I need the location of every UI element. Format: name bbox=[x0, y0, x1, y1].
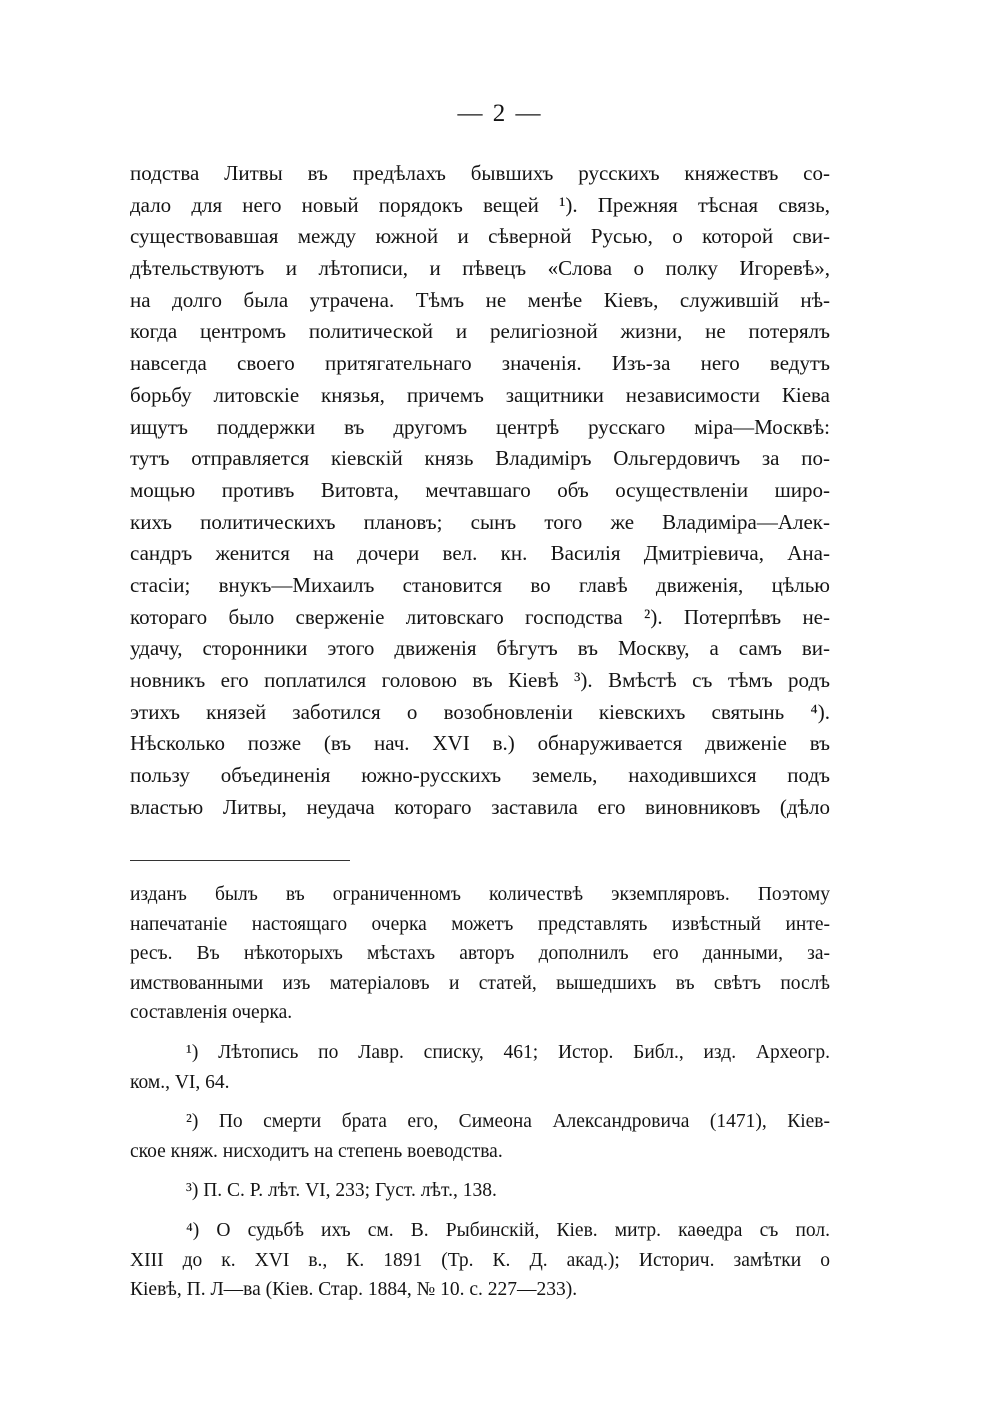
note-line: ское княж. нисходитъ на степень воеводства. bbox=[130, 1140, 503, 1162]
main-line: котораго было сверженіе литовскаго господства ²). Потерпѣвъ не- bbox=[130, 604, 830, 629]
note-line: ³) П. С. Р. лѣт. VI, 233; Густ. лѣт., 138. bbox=[186, 1180, 497, 1202]
note-line: имствованными изъ матеріаловъ и статей, вышедшихъ въ свѣтъ послѣ bbox=[130, 972, 830, 994]
footnote-2 bbox=[130, 1107, 830, 1166]
page-number: — 2 — bbox=[457, 100, 543, 127]
note-line: ¹) Лѣтопись по Лавр. списку, 461; Истор. Библ., изд. Археогр. bbox=[186, 1041, 830, 1063]
main-line: борьбу литовскіе князья, причемъ защитники независимости Кіева bbox=[130, 382, 830, 407]
note-line: XIII до к. XVI в., К. 1891 (Тр. К. Д. акад.); Историч. замѣтки о bbox=[130, 1249, 830, 1271]
main-line: новникъ его поплатился головою въ Кіевѣ ³). Вмѣстѣ съ тѣмъ родъ bbox=[130, 668, 830, 692]
main-line: Нѣсколько позже (въ нач. XVI в.) обнаруживается движеніе въ bbox=[130, 731, 830, 756]
main-line: мощью противъ Витовта, мечтавшаго объ осуществленіи широ- bbox=[130, 477, 830, 502]
main-text bbox=[130, 158, 830, 823]
main-line: дѣтельствуютъ и лѣтописи, и пѣвецъ «Слова о полку Игоревѣ», bbox=[130, 256, 830, 281]
main-line: тутъ отправляется кіевскій князь Владиміръ Ольгердовичъ за по- bbox=[130, 446, 830, 471]
main-line: на долго была утрачена. Тѣмъ не менѣе Кіевъ, служившій нѣ- bbox=[130, 287, 830, 312]
main-line: сандръ женится на дочери вел. кн. Василія Дмитріевича, Ана- bbox=[130, 541, 830, 566]
footnote-continuation bbox=[130, 880, 830, 1028]
footnote-4 bbox=[130, 1216, 830, 1305]
note-line: ⁴) О судьбѣ ихъ см. В. Рыбинскій, Кіев. митр. каѳедра съ пол. bbox=[186, 1219, 830, 1241]
main-line: дало для него новый порядокъ вещей ¹). Прежняя тѣсная связь, bbox=[130, 192, 830, 217]
note-line: ресъ. Въ нѣкоторыхъ мѣстахъ авторъ дополнилъ его данными, за- bbox=[130, 943, 830, 965]
main-line: ищутъ поддержки въ другомъ центрѣ русскаго міра—Москвѣ: bbox=[130, 414, 830, 439]
footnote-1 bbox=[130, 1038, 830, 1097]
note-line: напечатаніе настоящаго очерка можетъ представлять извѣстный инте- bbox=[130, 913, 830, 935]
main-line: когда центромъ политической и религіозной жизни, не потерялъ bbox=[130, 319, 830, 344]
note-line: ком., VI, 64. bbox=[130, 1071, 230, 1093]
main-line: пользу объединенія южно-русскихъ земель, находившихся подъ bbox=[130, 763, 830, 788]
note-line: изданъ былъ въ ограниченномъ количествѣ экземпляровъ. Поэтому bbox=[130, 884, 830, 905]
note-line: составленія очерка. bbox=[130, 1002, 293, 1024]
footnote-separator bbox=[130, 860, 350, 861]
main-line: властью Литвы, неудача котораго заставила его виновниковъ (дѣло bbox=[130, 794, 830, 819]
main-line: кихъ политическихъ плановъ; сынъ того же Владиміра—Алек- bbox=[130, 509, 830, 534]
main-line: подства Литвы въ предѣлахъ бывшихъ русскихъ княжествъ со- bbox=[130, 161, 830, 185]
note-line: ²) По смерти брата его, Симеона Александровича (1471), Кіев- bbox=[186, 1111, 830, 1133]
footnote-3 bbox=[130, 1176, 830, 1206]
main-line: существовавшая между южной и сѣверной Русью, о которой сви- bbox=[130, 224, 830, 249]
main-line: удачу, сторонники этого движенія бѣгутъ въ Москву, а самъ ви- bbox=[130, 636, 830, 661]
main-line: этихъ князей заботился о возобновленіи кіевскихъ святынь ⁴). bbox=[130, 699, 830, 724]
main-line: стасіи; внукъ—Михаилъ становится во главѣ движенія, цѣлью bbox=[130, 572, 830, 597]
note-line: Кіевѣ, П. Л—ва (Кіев. Стар. 1884, № 10. с. 227—233). bbox=[130, 1279, 578, 1301]
footnotes bbox=[130, 880, 830, 1305]
main-line: навсегда своего притягательнаго значенія. Изъ-за него ведутъ bbox=[130, 351, 830, 376]
